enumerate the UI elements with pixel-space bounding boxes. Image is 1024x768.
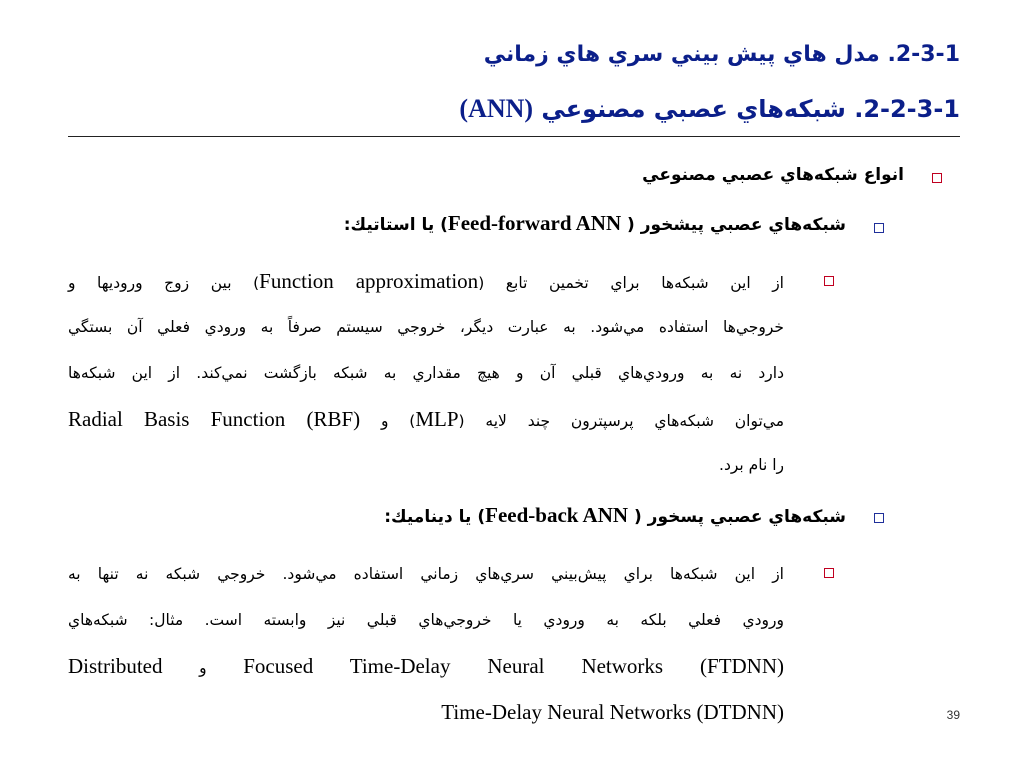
feedback-latin: Feed-back ANN (485, 503, 629, 527)
feedback-label-start: شبکه‌هاي عصبي پسخور ( (628, 507, 846, 527)
paragraph-line: مي‌توان شبکه‌هاي پرسپترون چند لايه (MLP) و Radial Basis Function (RBF) (68, 407, 785, 431)
paragraph-line: دارد نه به ورودي‌هاي قبلي آن و هيچ مقداري به شبکه بازگشت نمي‌کند. از اين شبکه‌ها (68, 364, 784, 382)
paragraph-feedback (68, 551, 784, 735)
feedforward-label-end: ) يا استاتيك: (343, 215, 448, 235)
bullet-feedback (384, 503, 846, 528)
feedforward-label-start: شبکه‌هاي عصبي پيشخور ( (621, 215, 846, 235)
page-number: 39 (946, 708, 960, 722)
title-divider (68, 136, 960, 137)
square-bullet-icon (932, 173, 942, 183)
paragraph-line: را نام برد. (719, 456, 784, 474)
square-bullet-icon (874, 223, 884, 233)
slide-heading-1: 2-3-1. مدل هاي پيش بيني سري هاي زماني (483, 42, 960, 67)
paragraph-feedforward (68, 258, 784, 488)
paragraph-line: Time-Delay Neural Networks (DTDNN) (441, 700, 784, 724)
paragraph-line: ورودي فعلي بلکه به ورودي يا خروجي‌هاي قبلي نيز وابسته است. مثال: شبکه‌هاي (68, 611, 784, 629)
paragraph-line: از اين شبکه‌ها براي پيش‌بيني سري‌هاي زماني استفاده مي‌شود. خروجي شبکه نه تنها به (68, 565, 784, 583)
slide-heading-2 (459, 94, 960, 124)
square-bullet-icon (824, 568, 834, 578)
bullet-feedforward (344, 211, 846, 236)
paragraph-line: از اين شبکه‌ها براي تخمين تابع (Function approximation) بين زوج وروديها و (68, 269, 784, 293)
paragraph-line: Focused Time-Delay Neural Networks (FTDNN) و Distributed (68, 654, 785, 678)
feedforward-latin: Feed-forward ANN (447, 211, 622, 235)
feedback-label-end: ) يا ديناميك: (384, 507, 486, 527)
bullet-ann-types: انواع شبکه‌هاي عصبي مصنوعي (642, 165, 904, 185)
heading-2-latin: (ANN) (459, 94, 534, 123)
paragraph-line: خروجي‌ها استفاده مي‌شود. به عبارت ديگر، خروجي سيستم صرفاً به ورودي فعلي آن بستگي (68, 318, 784, 336)
heading-2-persian: 2-2-3-1. شبکه‌هاي عصبي مصنوعي (533, 95, 960, 123)
square-bullet-icon (824, 276, 834, 286)
square-bullet-icon (874, 513, 884, 523)
